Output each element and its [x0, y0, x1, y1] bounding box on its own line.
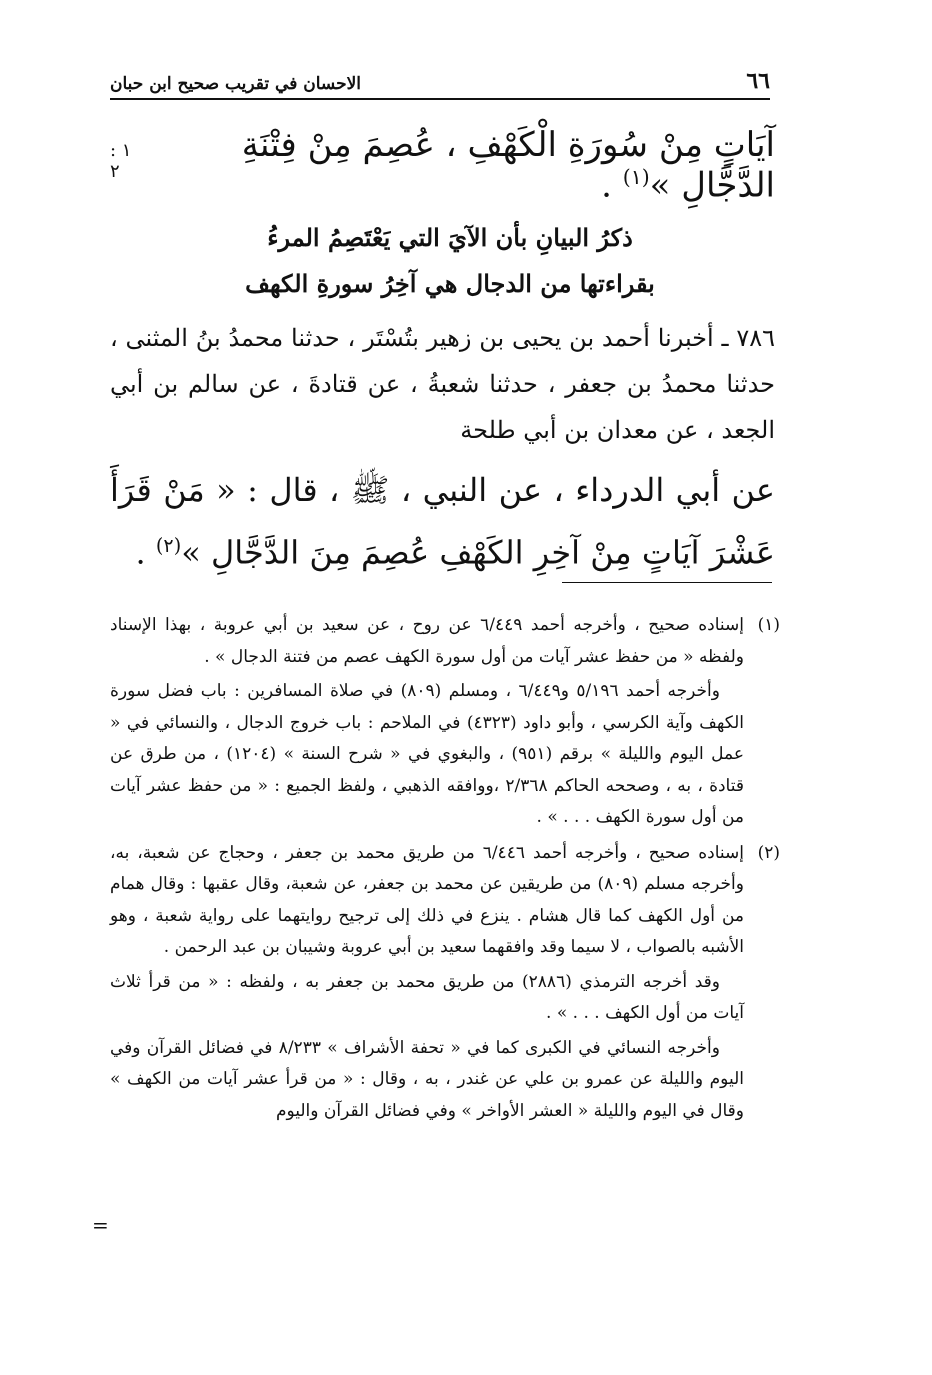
- hadith-end: .: [135, 533, 156, 572]
- footnote-marker-1: (١): [622, 165, 650, 189]
- verse-line: [110, 125, 775, 205]
- footnote-number: (١): [757, 615, 780, 635]
- chapter-heading: [150, 215, 750, 307]
- heading-line-1: ذكرُ البيانِ بأن الآيَ التي يَعْتَصِمُ المرءُ: [267, 223, 633, 252]
- continuation-mark: =: [92, 1213, 109, 1237]
- footnotes: [110, 610, 780, 1131]
- footnote-paragraph: إسناده صحيح ، وأخرجه أحمد ٦/٤٤٦ من طريق محمد بن جعفر ، وحجاج عن شعبة، به، وأخرجه مسلم (٨٠٩) من طريقين عن محمد بن جعفر، عن شعبة، وقال عقبها : وقال همام من أول الكهف كما قال هشام . ينزع في ذلك إلى ترجيح روايتهما على رواية شعبة ، وهو الأشبه بالصواب ، لا سيما وقد وافقهما سعيد بن أبي عروبة وشيبان بن عبد الرحمن .: [110, 842, 745, 957]
- footnote-divider: [562, 582, 772, 583]
- hadith-body: عن أبي الدرداء ، عن النبي ، ﷺ ، قال : « مَنْ قَرَأَ عَشْرَ آيَاتٍ مِنْ آخِرِ الكَهْفِ عُصِمَ مِنَ الدَّجَّالِ »: [110, 471, 775, 572]
- footnote-paragraph: وأخرجه النسائي في الكبرى كما في « تحفة الأشراف » ٨/٢٣٣ في فضائل القرآن وفي اليوم والليلة عن عمرو بن علي عن غندر ، به ، وقال : « من قرأ عشر آيات من الكهف » وقال في اليوم والليلة « العشر الأواخر » وفي فضائل القرآن واليوم: [110, 1037, 744, 1121]
- footnote-paragraph: وأخرجه أحمد ٥/١٩٦ و٦/٤٤٩ ، ومسلم (٨٠٩) في صلاة المسافرين : باب فضل سورة الكهف وآية الكرسي ، وأبو داود (٤٣٢٣) في الملاحم : باب خروج الدجال ، والنسائي في « عمل اليوم والليلة » برقم (٩٥١) ، والبغوي في « شرح السنة » (١٢٠٤) ، من طرق عن قتادة ، به ، وصححه الحاكم ٢/٣٦٨ ،ووافقه الذهبي ، ولفظ الجميع : « من حفظ عشر آيات من أول سورة الكهف . . . » .: [110, 681, 745, 827]
- footnote-number: (٢): [757, 842, 780, 863]
- footnote-paragraph: إسناده صحيح ، وأخرجه أحمد ٦/٤٤٩ عن روح ، عن سعيد بن أبي عروبة ، بهذا الإسناد ولفظه « من حفظ عشر آيات من أول سورة الكهف عصم من فتنة الدجال » .: [110, 615, 745, 667]
- footnote-2: [110, 838, 780, 1128]
- verse-body: آيَاتٍ مِنْ سُورَةِ الْكَهْفِ ، عُصِمَ مِنْ فِتْنَةِ الدَّجَّالِ »: [241, 125, 775, 206]
- footnote-paragraph: وقد أخرجه الترمذي (٢٨٨٦) من طريق محمد بن جعفر به ، ولفظه : « من قرأ ثلاث آيات من أول الكهف . . . » .: [110, 971, 744, 1023]
- verse-text: [142, 125, 775, 205]
- page-number: ٦٦: [746, 68, 770, 94]
- page-header: [110, 60, 770, 100]
- verse-end: .: [601, 165, 623, 206]
- running-title: الاحسان في تقريب صحيح ابن حبان: [110, 74, 361, 94]
- footnote-marker-2: (٢): [155, 534, 182, 557]
- verse-reference: ١ : ٢: [110, 140, 132, 182]
- footnote-1: [110, 610, 780, 834]
- heading-line-2: بقراءتها من الدجال هي آخِرُ سورةِ الكهف: [245, 269, 655, 298]
- hadith-chain: ٧٨٦ ـ أخبرنا أحمد بن يحيى بن زهير بتُسْتَر ، حدثنا محمدُ بنُ المثنى ، حدثنا محمدُ بن جعفر ، حدثنا شعبةُ ، عن قتادةَ ، عن سالم بن أبي الجعد ، عن معدان بن أبي طلحة: [110, 324, 776, 444]
- hadith-text: [110, 462, 775, 581]
